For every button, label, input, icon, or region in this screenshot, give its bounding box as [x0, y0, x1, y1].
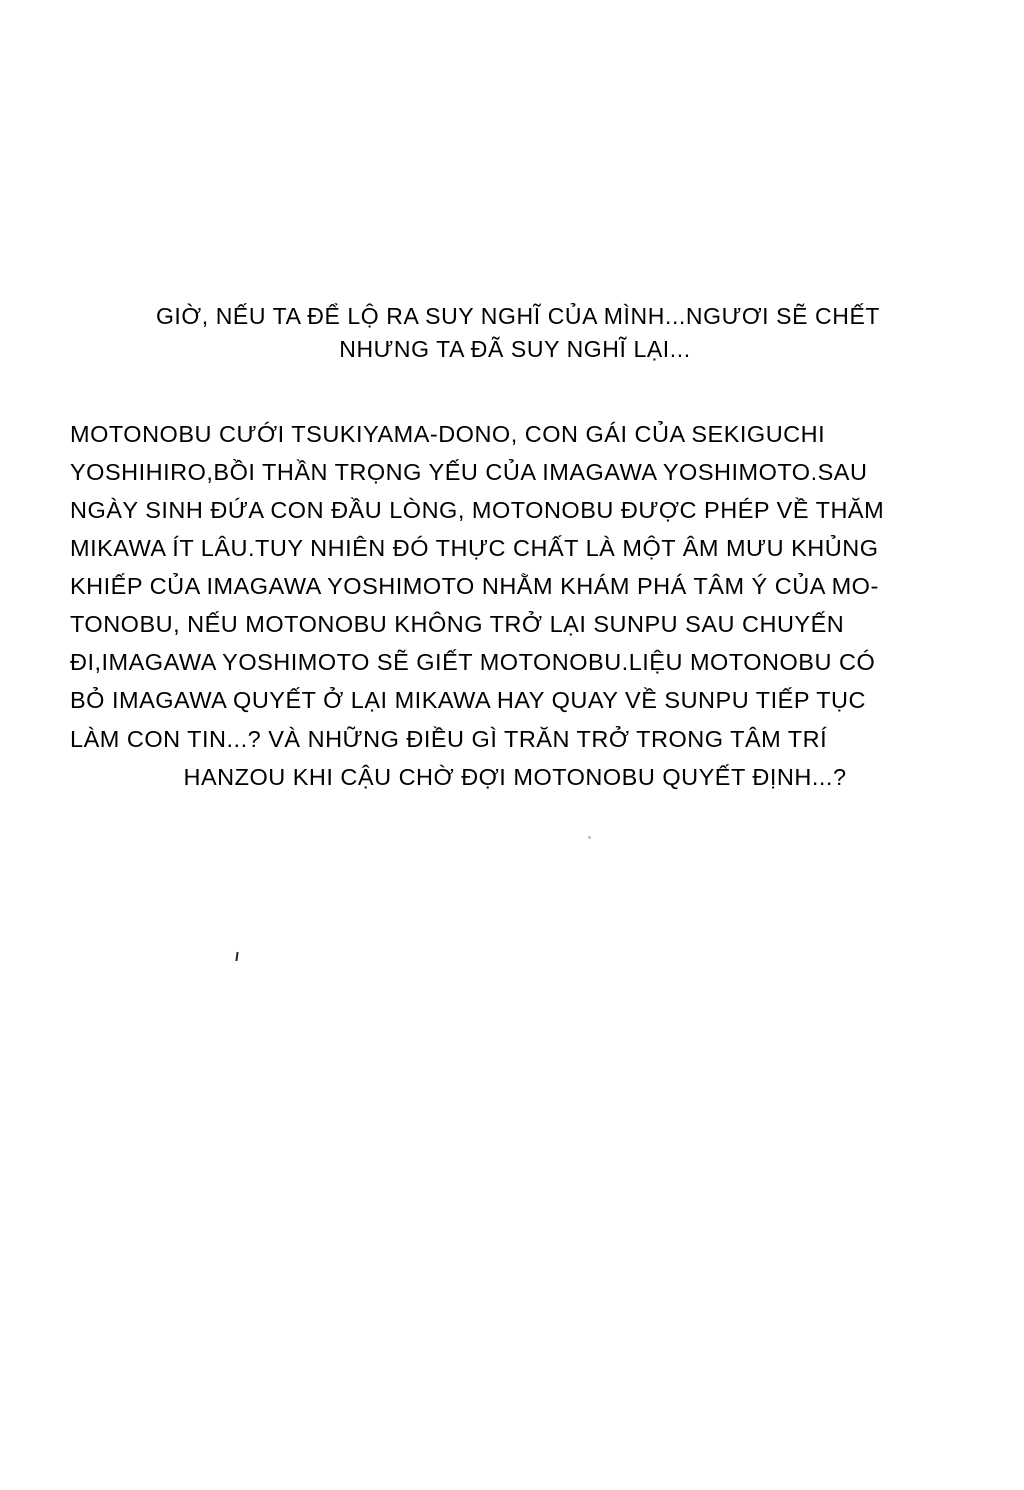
body-line-6: TONOBU, NẾU MOTONOBU KHÔNG TRỞ LẠI SUNPU SAU CHUYẾN — [70, 611, 845, 638]
body-line-9: LÀM CON TIN...? VÀ NHỮNG ĐIỀU GÌ TRĂN TRỞ TRONG TÂM TRÍ — [70, 725, 828, 752]
body-line-7: ĐI,IMAGAWA YOSHIMOTO SẼ GIẾT MOTONOBU.LIỆU MOTONOBU CÓ — [70, 649, 876, 676]
headline-line-2: NHƯNG TA ĐÃ SUY NGHĨ LẠI... — [339, 336, 691, 363]
body-line-2: YOSHIHIRO,BỒI THẦN TRỌNG YẾU CỦA IMAGAWA YOSHIMOTO.SAU — [70, 459, 868, 486]
body-line-8: BỎ IMAGAWA QUYẾT Ở LẠI MIKAWA HAY QUAY VỀ SUNPU TIẾP TỤC — [70, 687, 866, 714]
body-line-3: NGÀY SINH ĐỨA CON ĐẦU LÒNG, MOTONOBU ĐƯỢC PHÉP VỀ THĂM — [70, 497, 885, 524]
faint-speck-mark — [588, 836, 591, 839]
body-line-10: HANZOU KHI CẬU CHỜ ĐỢI MOTONOBU QUYẾT ĐỊNH...? — [183, 763, 847, 790]
body-line-1: MOTONOBU CƯỚI TSUKIYAMA-DONO, CON GÁI CỦA SEKIGUCHI — [70, 421, 826, 447]
headline-line-1: GIỜ, NẾU TA ĐỂ LỘ RA SUY NGHĨ CỦA MÌNH...NGƯƠI SẼ CHẾT — [155, 303, 881, 329]
body-text-block — [70, 415, 960, 796]
body-line-5: KHIẾP CỦA IMAGAWA YOSHIMOTO NHẰM KHÁM PHÁ TÂM Ý CỦA MO- — [70, 573, 879, 600]
body-line-4: MIKAWA ÍT LÂU.TUY NHIÊN ĐÓ THỰC CHẤT LÀ MỘT ÂM MƯU KHỦNG — [70, 535, 879, 562]
stray-ink-mark — [235, 952, 238, 961]
headline-block — [70, 300, 960, 367]
